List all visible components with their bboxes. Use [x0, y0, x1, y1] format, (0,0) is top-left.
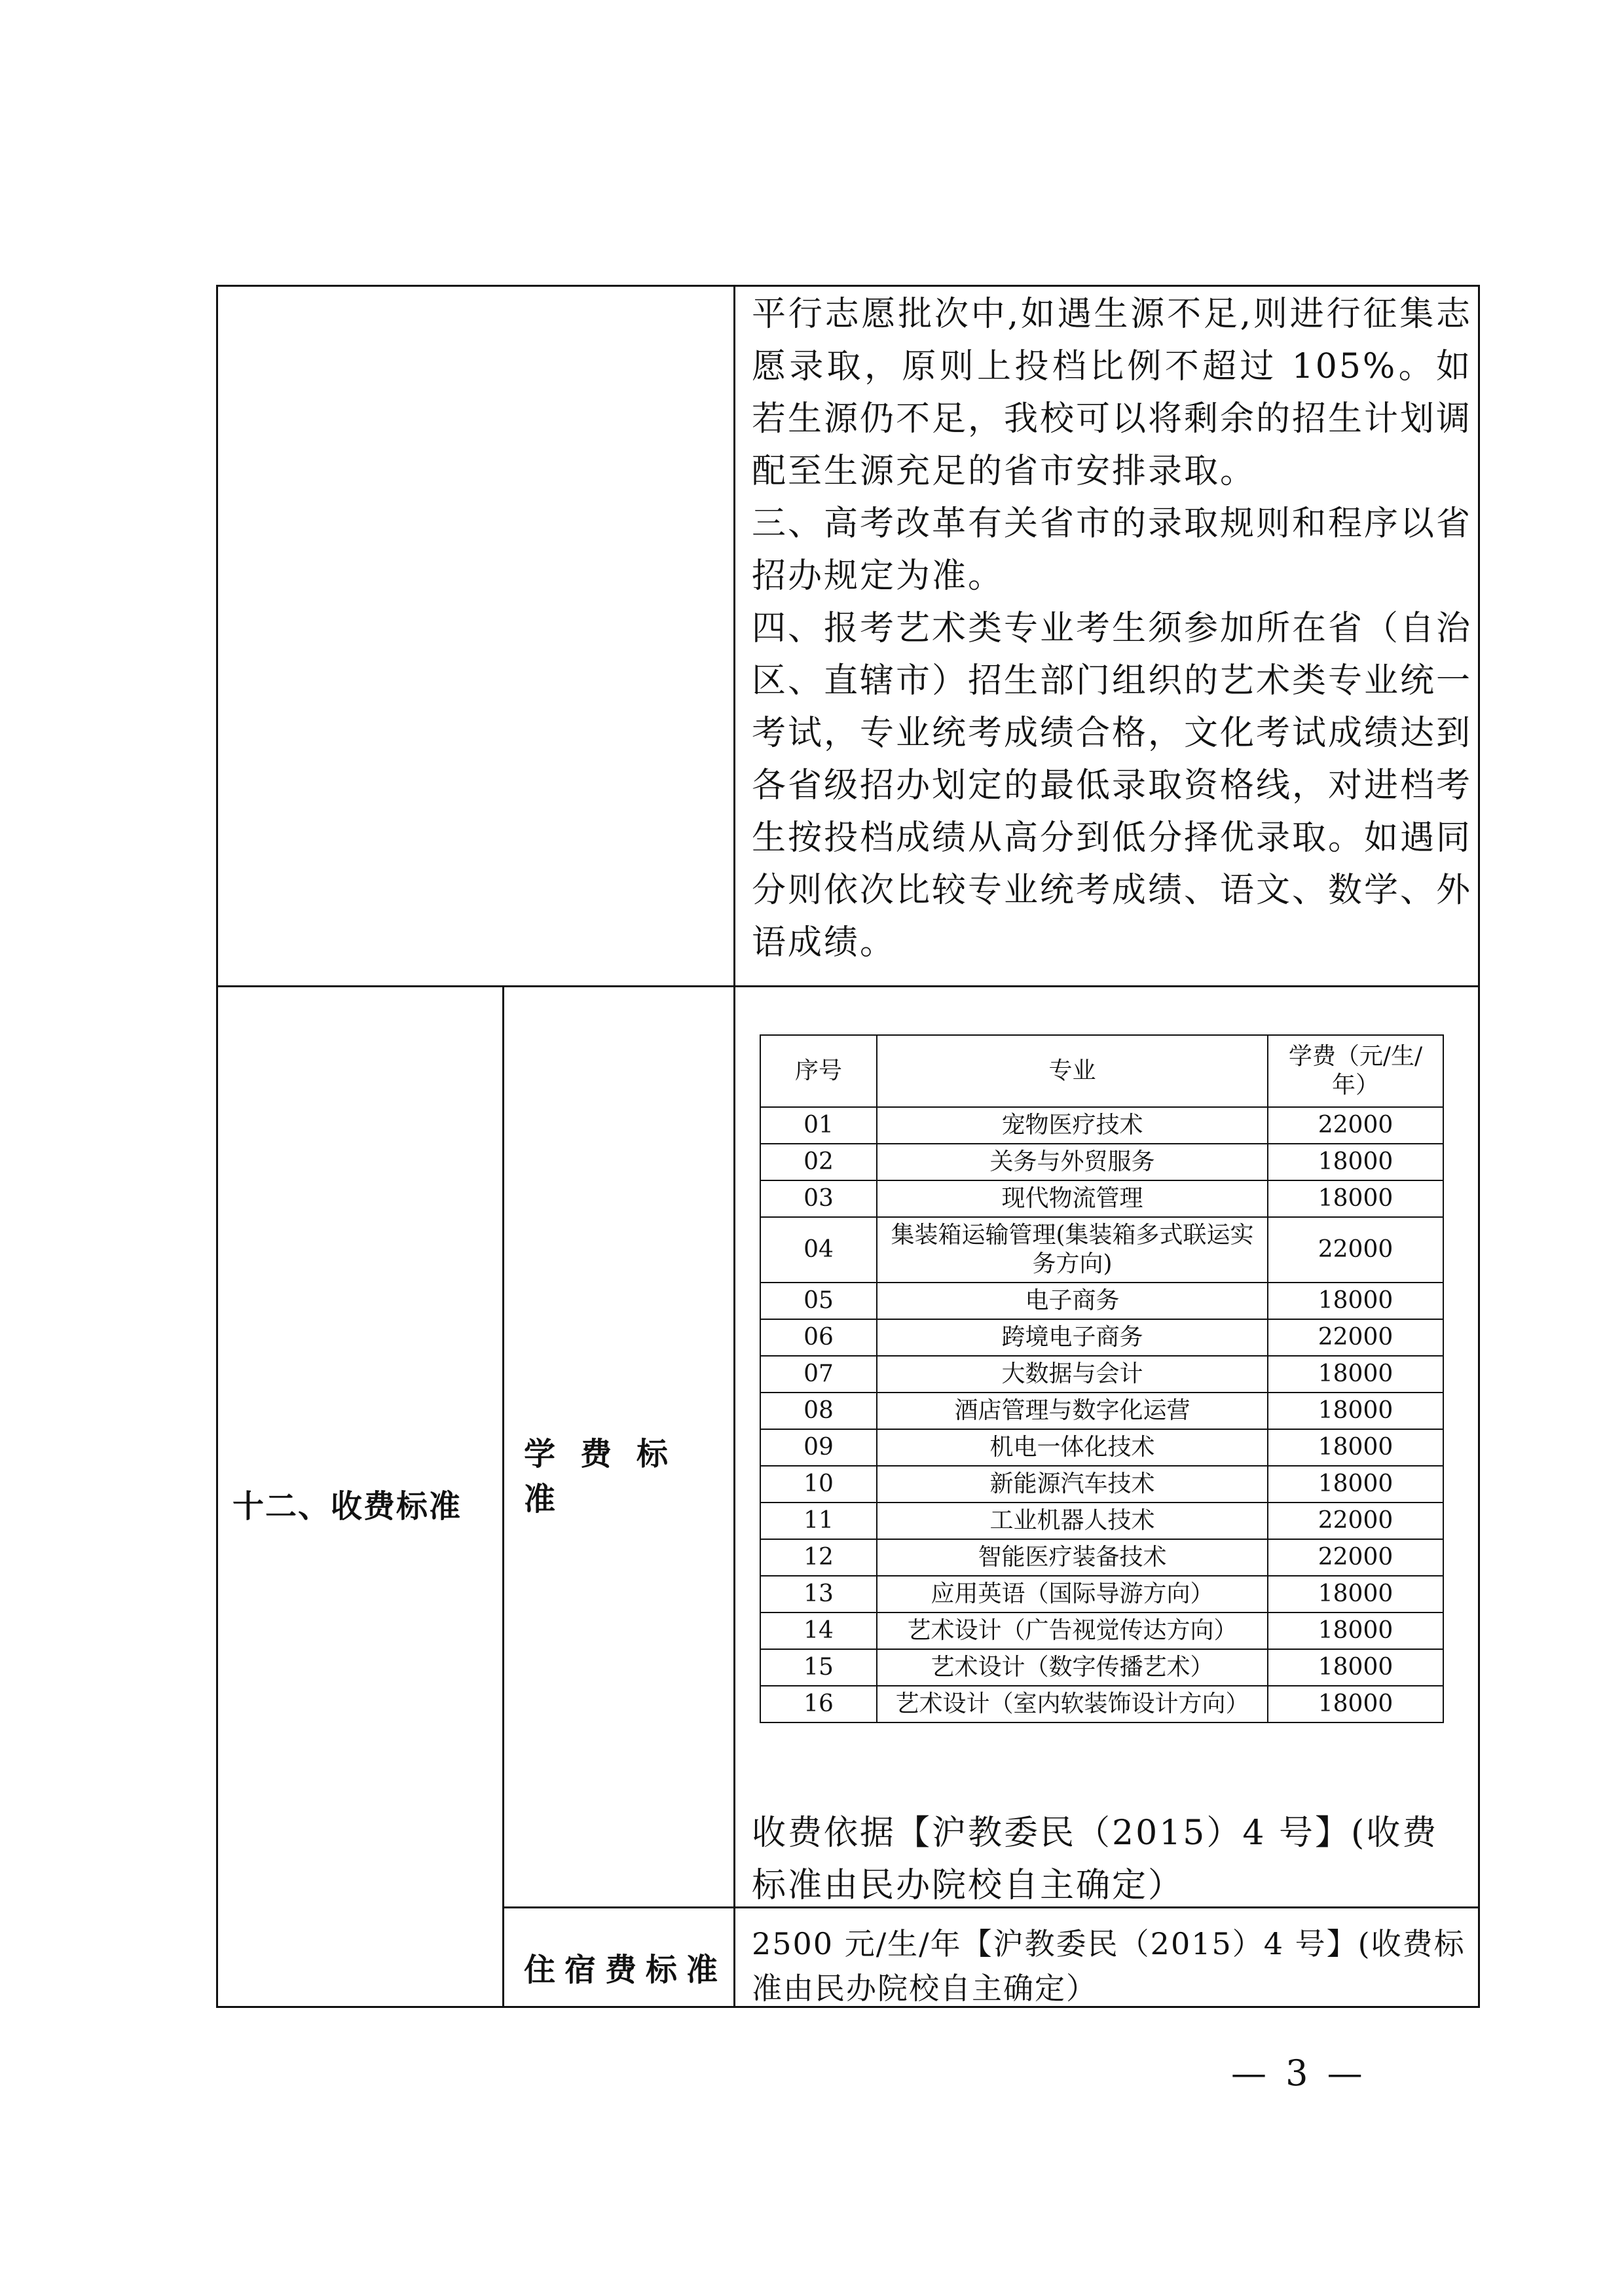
header-number: 序号 — [760, 1035, 877, 1107]
paragraph-supplementary-admission: 平行志愿批次中,如遇生源不足,则进行征集志愿录取，原则上投档比例不超过 105%。如若生源仍不足，我校可以将剩余的招生计划调配至生源充足的省市安排录取。 — [752, 295, 1473, 491]
table-row — [760, 1107, 1443, 1144]
table-row — [760, 1686, 1443, 1722]
cell-number: 14 — [760, 1613, 877, 1649]
cell-major: 酒店管理与数字化运营 — [877, 1393, 1268, 1429]
cell-number: 02 — [760, 1144, 877, 1180]
cell-fee: 18000 — [1268, 1356, 1443, 1393]
table-row — [760, 1613, 1443, 1649]
cell-number: 12 — [760, 1539, 877, 1576]
cell-major: 艺术设计（广告视觉传达方向） — [877, 1613, 1268, 1649]
dorm-fee-text: 2500 元/生/年【沪教委民（2015）4 号】(收费标准由民办院校自主确定） — [752, 1926, 1466, 2006]
table-row — [760, 1429, 1443, 1466]
cell-major: 艺术设计（数字传播艺术） — [877, 1649, 1268, 1686]
cell-major: 工业机器人技术 — [877, 1503, 1268, 1539]
cell-major: 新能源汽车技术 — [877, 1466, 1268, 1503]
table-row — [760, 1576, 1443, 1613]
cell-fee: 18000 — [1268, 1466, 1443, 1503]
cell-fee: 18000 — [1268, 1649, 1443, 1686]
table-row — [760, 1393, 1443, 1429]
cell-fee: 18000 — [1268, 1283, 1443, 1319]
cell-major: 电子商务 — [877, 1283, 1268, 1319]
tuition-fee-table — [760, 1034, 1444, 1723]
cell-fee: 22000 — [1268, 1217, 1443, 1283]
table-row — [760, 1356, 1443, 1393]
cell-major: 现代物流管理 — [877, 1180, 1268, 1217]
cell-major: 宠物医疗技术 — [877, 1107, 1268, 1144]
row-divider-fees — [216, 985, 1480, 987]
cell-number: 13 — [760, 1576, 877, 1613]
table-row — [760, 1180, 1443, 1217]
cell-number: 11 — [760, 1503, 877, 1539]
label-dorm-standard: 住宿费标准 — [524, 1952, 728, 1988]
cell-number: 16 — [760, 1686, 877, 1722]
paragraph-art-majors: 四、报考艺术类专业考生须参加所在省（自治区、直辖市）招生部门组织的艺术类专业统一考试，专业统考成绩合格，文化考试成绩达到各省级招办划定的最低录取资格线，对进档考生按投档成绩从高分到低分择优录取。如遇同分则依次比较专业统考成绩、语文、数学、外语成绩。 — [752, 609, 1473, 962]
paragraph-reform-provinces: 三、高考改革有关省市的录取规则和程序以省招办规定为准。 — [752, 504, 1473, 596]
cell-fee: 18000 — [1268, 1613, 1443, 1649]
cell-fee: 22000 — [1268, 1503, 1443, 1539]
cell-number: 03 — [760, 1180, 877, 1217]
cell-number: 06 — [760, 1319, 877, 1356]
tuition-basis-text: 收费依据【沪教委民（2015）4 号】(收费标准由民办院校自主确定） — [752, 1813, 1439, 1905]
label-tuition-standard: 学费标准 — [524, 1436, 693, 1518]
cell-fee: 18000 — [1268, 1686, 1443, 1722]
table-row — [760, 1283, 1443, 1319]
cell-number: 15 — [760, 1649, 877, 1686]
cell-number: 08 — [760, 1393, 877, 1429]
cell-fee: 18000 — [1268, 1144, 1443, 1180]
header-fee: 学费（元/生/年） — [1268, 1035, 1443, 1107]
section-label-fees: 十二、收费标准 — [232, 1488, 462, 1525]
cell-fee: 18000 — [1268, 1180, 1443, 1217]
table-row — [760, 1466, 1443, 1503]
table-row — [760, 1217, 1443, 1283]
table-row — [760, 1649, 1443, 1686]
cell-major: 应用英语（国际导游方向） — [877, 1576, 1268, 1613]
cell-fee: 18000 — [1268, 1393, 1443, 1429]
cell-major: 集装箱运输管理(集装箱多式联运实务方向) — [877, 1217, 1268, 1283]
table-row — [760, 1539, 1443, 1576]
cell-number: 01 — [760, 1107, 877, 1144]
cell-number: 04 — [760, 1217, 877, 1283]
cell-fee: 22000 — [1268, 1539, 1443, 1576]
cell-number: 07 — [760, 1356, 877, 1393]
cell-major: 跨境电子商务 — [877, 1319, 1268, 1356]
cell-major: 大数据与会计 — [877, 1356, 1268, 1393]
page-number: — 3 — — [1231, 2052, 1367, 2094]
cell-major: 机电一体化技术 — [877, 1429, 1268, 1466]
cell-number: 10 — [760, 1466, 877, 1503]
cell-major: 关务与外贸服务 — [877, 1144, 1268, 1180]
cell-fee: 18000 — [1268, 1576, 1443, 1613]
cell-number: 09 — [760, 1429, 877, 1466]
cell-fee: 22000 — [1268, 1319, 1443, 1356]
cell-fee: 18000 — [1268, 1429, 1443, 1466]
table-row — [760, 1319, 1443, 1356]
cell-major: 智能医疗装备技术 — [877, 1539, 1268, 1576]
header-major: 专业 — [877, 1035, 1268, 1107]
cell-number: 05 — [760, 1283, 877, 1319]
table-row — [760, 1144, 1443, 1180]
table-header-row — [760, 1035, 1443, 1107]
table-row — [760, 1503, 1443, 1539]
column-divider-middle — [502, 985, 504, 2008]
admission-rules-text — [752, 288, 1472, 969]
cell-major: 艺术设计（室内软装饰设计方向） — [877, 1686, 1268, 1722]
cell-fee: 22000 — [1268, 1107, 1443, 1144]
column-divider-left — [733, 285, 735, 2008]
